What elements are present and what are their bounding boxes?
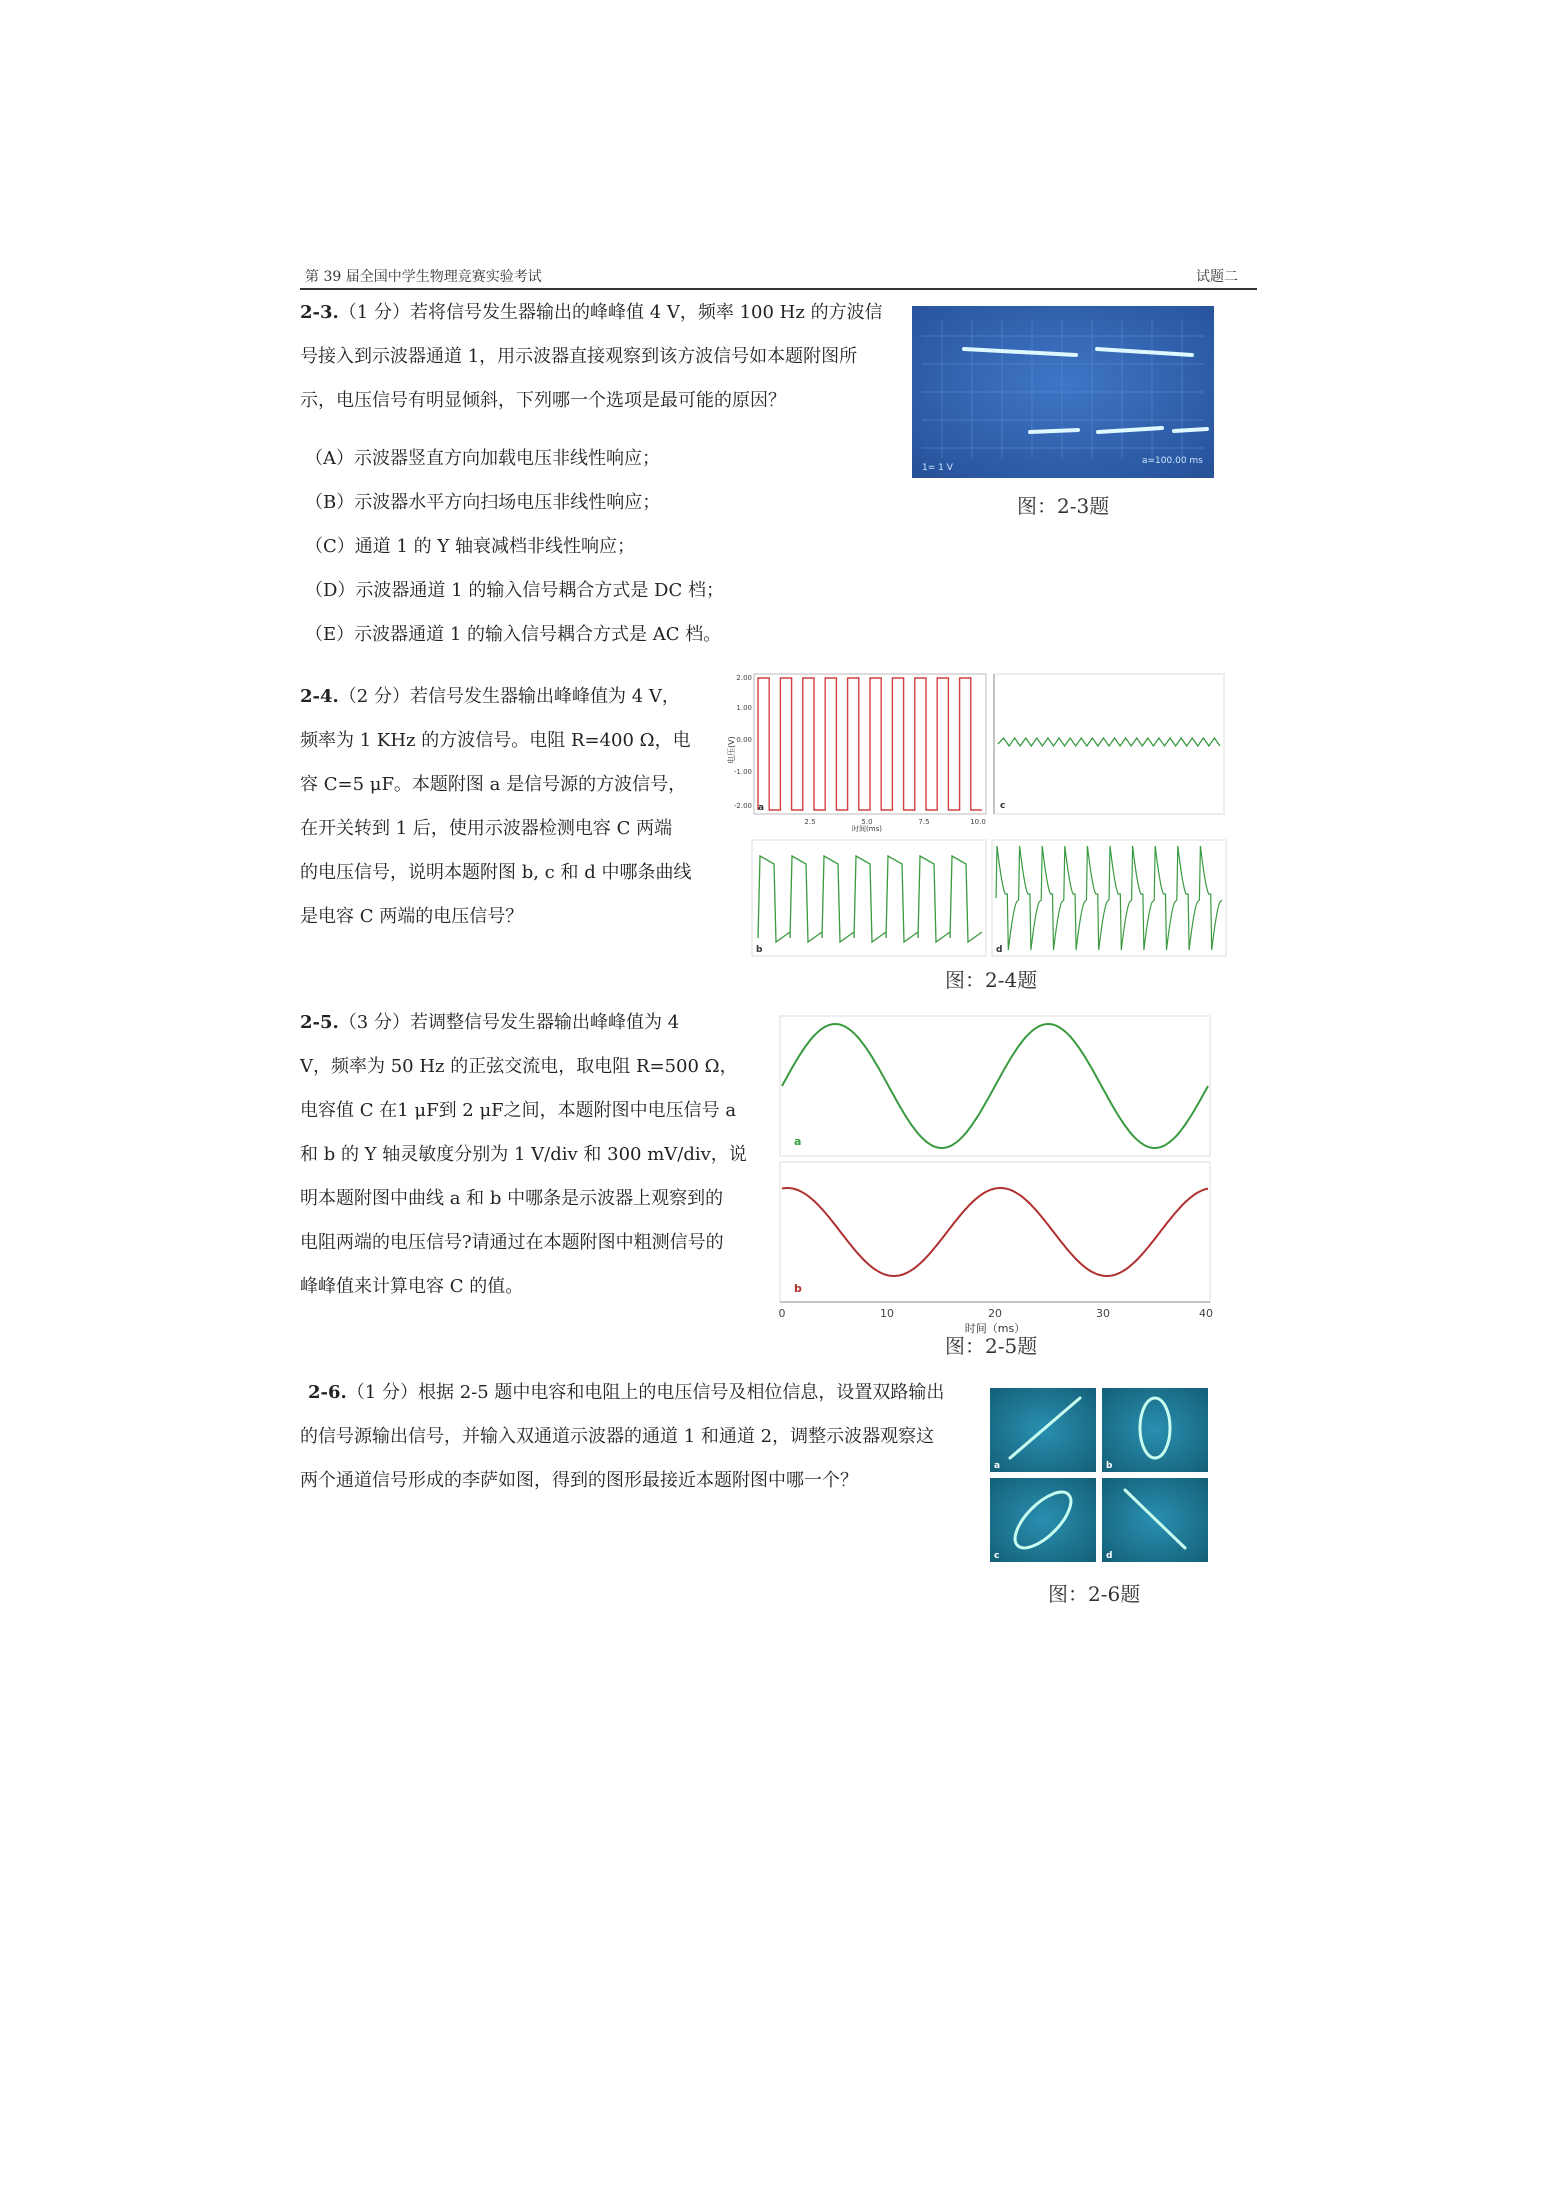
q24-line-4: 在开关转到 1 后，使用示波器检测电容 C 两端 [300, 818, 673, 839]
panel-label-a: a [994, 1461, 1001, 1471]
q23-option-a: （A）示波器竖直方向加载电压非线性响应； [305, 448, 660, 469]
q25-number: 2-5. [300, 1012, 339, 1033]
panel-label-b: b [794, 1282, 802, 1295]
q25-caption: 图：2-5题 [945, 1334, 1038, 1358]
q24-panel-b [750, 838, 988, 958]
q24-line-6: 是电容 C 两端的电压信号？ [300, 906, 524, 927]
q23-line-2: 号接入到示波器通道 1，用示波器直接观察到该方波信号如本题附图所 [300, 346, 858, 367]
q23-oscilloscope-figure [912, 306, 1214, 478]
q26-number: 2-6. [308, 1382, 347, 1403]
q24-panel-a [720, 668, 990, 833]
q24-line-5: 的电压信号，说明本题附图 b, c 和 d 中哪条曲线 [300, 862, 692, 883]
q25-xlabel: 时间（ms） [964, 1322, 1026, 1335]
q24-panel-d [990, 838, 1228, 958]
q25-line-7: 峰峰值来计算电容 C 的值。 [300, 1276, 524, 1297]
ytick-m1: -1.00 [733, 768, 752, 776]
q26-line-2: 的信号源输出信号，并输入双通道示波器的通道 1 和通道 2，调整示波器观察这 [300, 1426, 935, 1447]
panel-label-d: d [996, 945, 1003, 955]
xtick-40: 40 [1199, 1307, 1213, 1320]
q24-number: 2-4. [300, 686, 339, 707]
xtick-10: 10 [880, 1307, 894, 1320]
q26-caption: 图：2-6题 [1048, 1582, 1141, 1606]
scope-trace-low-1 [1030, 430, 1078, 432]
xtick-7-5: 7.5 [918, 818, 930, 826]
q23-option-c: （C）通道 1 的 Y 轴衰减档非线性响应； [305, 536, 635, 557]
q24-panel-c [990, 668, 1228, 816]
scope-trace-low-3 [1174, 429, 1207, 431]
q25-line-4: 和 b 的 Y 轴灵敏度分别为 1 V/div 和 300 mV/div，说 [300, 1144, 747, 1165]
header-left: 第 39 届全国中学生物理竞赛实验考试 [305, 269, 542, 285]
q23-caption: 图：2-3题 [1017, 494, 1110, 518]
scope-channel-readout: 1= 1 V [922, 463, 953, 473]
q26-line-3: 两个通道信号形成的李萨如图，得到的图形最接近本题附图中哪一个？ [300, 1470, 858, 1491]
q24-line-3: 容 C=5 μF。本题附图 a 是信号源的方波信号， [300, 774, 687, 795]
q24-ylabel: 电压(V) [727, 736, 736, 764]
panel-label-b: b [1106, 1461, 1113, 1471]
q23-option-e: （E）示波器通道 1 的输入信号耦合方式是 AC 档。 [305, 624, 722, 645]
q24-line-2: 频率为 1 KHz 的方波信号。电阻 R=400 Ω，电 [300, 730, 691, 751]
panel-label-a: a [758, 803, 765, 813]
xtick-0: 0 [778, 1307, 786, 1320]
xtick-5: 5.0 [861, 818, 873, 826]
q23-line-3: 示，电压信号有明显倾斜，下列哪一个选项是最可能的原因？ [300, 390, 786, 411]
xtick-30: 30 [1096, 1307, 1110, 1320]
q23-number: 2-3. [300, 302, 339, 323]
q25-figure [770, 1012, 1220, 1337]
lissajous-figure [990, 1478, 1096, 1562]
xtick-10: 10.0 [970, 818, 986, 826]
q25-line-5: 明本题附图中曲线 a 和 b 中哪条是示波器上观察到的 [300, 1188, 724, 1209]
panel-label-c: c [1000, 801, 1006, 811]
q24-caption: 图：2-4题 [945, 968, 1038, 992]
header-rule [300, 288, 1257, 290]
scope-timebase-readout: a=100.00 ms [1142, 456, 1203, 466]
q23-line-1: 2-3.（1 分）若将信号发生器输出的峰峰值 4 V，频率 100 Hz 的方波信 [300, 302, 883, 323]
xtick-20: 20 [988, 1307, 1002, 1320]
q26-lissajous-grid [990, 1388, 1210, 1564]
ytick-0: 0.00 [736, 736, 752, 744]
q25-line-2: V，频率为 50 Hz 的正弦交流电，取电阻 R=500 Ω， [300, 1056, 738, 1077]
q25-line-3: 电容值 C 在1 μF到 2 μF之间，本题附图中电压信号 a [300, 1100, 737, 1121]
panel-label-c: c [994, 1551, 1000, 1561]
q23-option-d: （D）示波器通道 1 的输入信号耦合方式是 DC 档； [305, 580, 724, 601]
ytick-m2: -2.00 [733, 802, 752, 810]
square-wave-trace [758, 678, 982, 810]
q23-option-b: （B）示波器水平方向扫场电压非线性响应； [305, 492, 661, 513]
panel-label-d: d [1106, 1551, 1113, 1561]
ytick-2: 2.00 [736, 674, 752, 682]
panel-label-b: b [756, 945, 763, 955]
q24-xlabel: 时间(ms) [852, 825, 882, 833]
q26-line-1: 2-6.（1 分）根据 2-5 题中电容和电阻上的电压信号及相位信息，设置双路输出 [308, 1382, 945, 1403]
header-right: 试题二 [1196, 269, 1238, 285]
xtick-2-5: 2.5 [804, 818, 816, 826]
q25-line-1: 2-5.（3 分）若调整信号发生器输出峰峰值为 4 [300, 1012, 680, 1033]
panel-label-a: a [794, 1135, 802, 1148]
q24-line-1: 2-4.（2 分）若信号发生器输出峰峰值为 4 V， [300, 686, 680, 707]
ytick-1: 1.00 [736, 704, 752, 712]
q25-line-6: 电阻两端的电压信号?请通过在本题附图中粗测信号的 [300, 1232, 724, 1253]
